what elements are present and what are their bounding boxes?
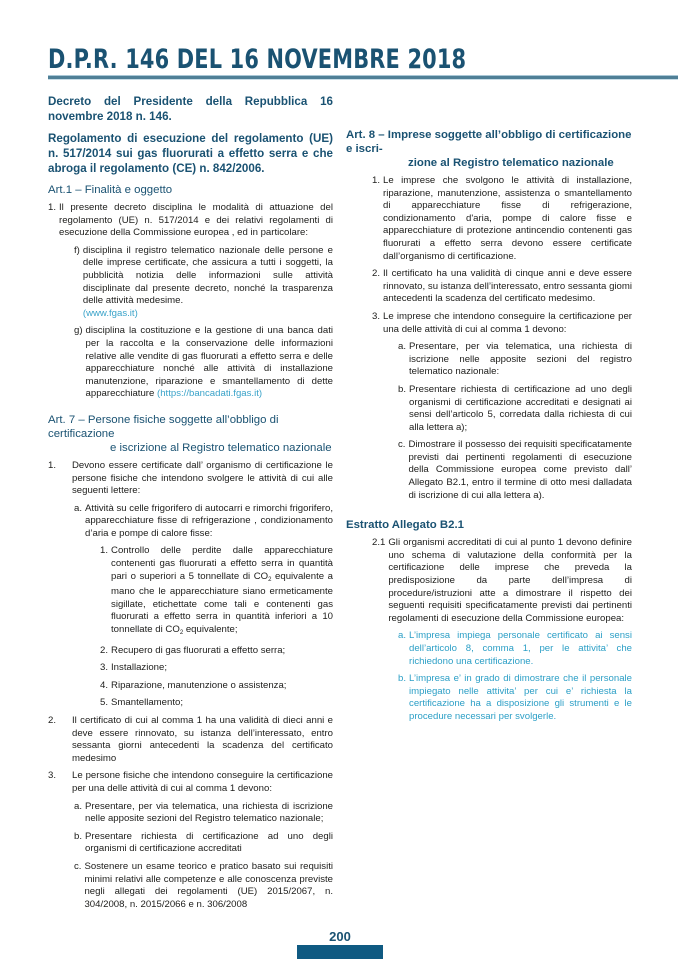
art8-paragraph-3: 3. Le imprese che intendono conseguire la certificazione per una delle attività di cui al comma 1 devono: xyxy=(372,310,632,335)
fgas-link[interactable]: (www.fgas.it) xyxy=(82,307,138,319)
art7-heading: Art. 7 – Persone fisiche soggette all’obbligo di certificazione e iscrizione al Registro telematico nazionale xyxy=(48,413,332,454)
page-number: 200 xyxy=(329,929,351,944)
art7-subitem-1: 1. Controllo delle perdite dalle apparecchiature contenenti gas fluorurati a effetto serra in quantità pari o superiori a 5 tonnellate di $CO_2$ equivalente a mano che le apparecchiature siano ermeticamente sigillate, etichettate come tali e contenenti gas fluorurati a effetto serra in quantità inferiori a 10 tonnellate di $CO_2$ equivalente; xyxy=(100,545,333,637)
decree-subtitle: Regolamento di esecuzione del regolamento (UE) n. 517/2014 sui gas fluorurati a effetto serra e che abroga il regolamento (CE) n. 842/2006. xyxy=(48,132,333,175)
art7-paragraph-2: 2. Il certificato di cui al comma 1 ha una validità di dieci anni e deve essere rinnovato, su istanza dell’interessato, entro sessanta giorni antecedenti la scadenza del certificato medesimo xyxy=(48,715,333,764)
art7-subitem-4: 4. Riparazione, manutenzione o assistenza; xyxy=(100,679,287,691)
page-number-bar xyxy=(297,945,383,959)
page-title: D.P.R. 146 DEL 16 NOVEMBRE 2018 xyxy=(48,44,467,75)
art8-paragraph-2: 2. Il certificato ha una validità di cinque anni e deve essere rinnovato, su istanza dell’interessato, entro sessanta giomi antecedenti la scadenza del certificato medesimo. xyxy=(372,268,632,305)
art7-subitem-2: 2. Recupero di gas fluorurati a effetto serra; xyxy=(100,644,286,656)
bancadati-link[interactable]: (https://bancadati.fgas.it) xyxy=(157,388,263,400)
allegato-paragraph-2-1: 2.1 Gli organismi accreditati di cui al punto 1 devono definire uno schema di valutazione della conformità per la certificazione delle imprese che preveda la predisposizione da parte dell’impresa di procedure/istruzioni atte a dimostrare il rispetto dei seguenti requisiti specificatamente previsti dai pertinenti regolamenti di esecuzione della Commissione europea: xyxy=(372,537,632,624)
art7-paragraph-1: 1. Devono essere certificate dall’ organismo di certificazione le persone fisiche che intendono svolgere le attività di cui alle seguenti lettere: xyxy=(48,459,333,497)
art1-heading: Art.1 – Finalità e oggetto xyxy=(48,184,173,196)
allegato-item-b: b. L’impresa e’ in grado di dimostrare che il personale impiegato nelle attivita’ per cui e’ richiesta la certificazione ha a disposizione gli strumenti e le procedure necessari per svolgerle. xyxy=(398,673,632,722)
art7-item-a: a. Attività su celle frigorifero di autocarri e rimorchi frigorifero, apparecchiature fisse di refrigerazione , condizionamento d’aria e pompe di calore fisse: xyxy=(74,502,333,539)
art1-item-g: g) disciplina la costituzione e la gestione di una banca dati per la raccolta e la conservazione delle informazioni relative alle vendite di gas fluorurati a effetto serra e delle apparecchiature nonché alle attività di installazione manutenzione, riparazione e smantellamento di dette apparecchiature (https://bancadati.fgas.it) xyxy=(74,325,333,400)
decree-title: Decreto del Presidente della Repubblica 16 novembre 2018 n. 146. xyxy=(48,95,333,123)
art1-paragraph-1: 1. Il presente decreto disciplina le modalità di attuazione del regolamento (UE) n. 517/2014 e dei relativi regolamenti di esecuzione della Commissione europea , ed in particolare: xyxy=(48,202,333,239)
art7-p3-item-c: c. Sostenere un esame teorico e pratico basato sui requisiti minimi relativi alle competenze e alle conoscenza previste negli allegati dei regolamenti (UE) 2015/2067, n. 304/2008, n. 2015/2066 e n. 306/2008 xyxy=(74,860,333,910)
art8-heading: Art. 8 – Imprese soggette all’obbligo di certificazione e iscri- zione al Registro telematico nazionale xyxy=(346,129,632,169)
right-column xyxy=(346,128,632,729)
art7-subitem-5: 5. Smantellamento; xyxy=(100,697,184,709)
art7-paragraph-3: 3. Le persone fisiche che intendono conseguire la certificazione per una delle attività di cui al comma 1 devono: xyxy=(48,770,333,794)
art8-p3-item-c: c. Dimostrare il possesso dei requisiti specificatamente previsti dai pertinenti regolamenti di esecuzione della Commissione europea come previsto dall’ Allegato B2.1, entro il termine di otto mesi dalladata di iscrizione di cui alla lettera a). xyxy=(398,439,632,501)
art7-subitem-3: 3. Installazione; xyxy=(100,662,168,674)
title-divider xyxy=(48,75,678,80)
art8-paragraph-1: 1. Le imprese che svolgono le attività di installazione, riparazione, manutenzione, assistenza o smantellamento di apparecchiature fisse di refrigerazione, condizionamento d'aria, pompe di calore fisse e apparecchiature di protezione antincendio contenenti gas fluorurati a effetto serra devono essere certificate dall’organismo di certificazione. xyxy=(372,175,632,262)
left-column xyxy=(48,94,333,916)
art7-p3-item-b: b. Presentare richiesta di certificazione ad uno degli organismi di certificazione accreditati xyxy=(74,830,333,855)
allegato-item-a: a. L’impresa impiega personale certificato ai sensi dell’articolo 8, comma 1, per le attivita’ che richiedono una certificazione. xyxy=(398,630,632,667)
art7-p3-item-a: a. Presentare, per via telematica, una richiesta di iscrizione nelle apposite sezioni del Registro telematico nazionale; xyxy=(74,800,333,825)
allegato-heading: Estratto Allegato B2.1 xyxy=(346,519,464,532)
art8-p3-item-a: a. Presentare, per via telematica, una richiesta di iscrizione nelle apposite sezioni del registro telematico nazionale: xyxy=(398,341,632,378)
art1-item-f: f) disciplina il registro telematico nazionale delle persone e delle imprese certificate, che assicura a tutti i soggetti, la pubblicità notizia delle informazioni sulle attività disciplinate dal presente decreto, nonché la trasparenza delle attività medesime. (www.fgas.it) xyxy=(74,244,333,319)
art8-p3-item-b: b. Presentare richiesta di certificazione ad uno degli organismi di certificazione accreditati e designati ai sensi dell’articolo 5, corredata dalla richiesta di cui alla lettera a); xyxy=(398,383,632,433)
